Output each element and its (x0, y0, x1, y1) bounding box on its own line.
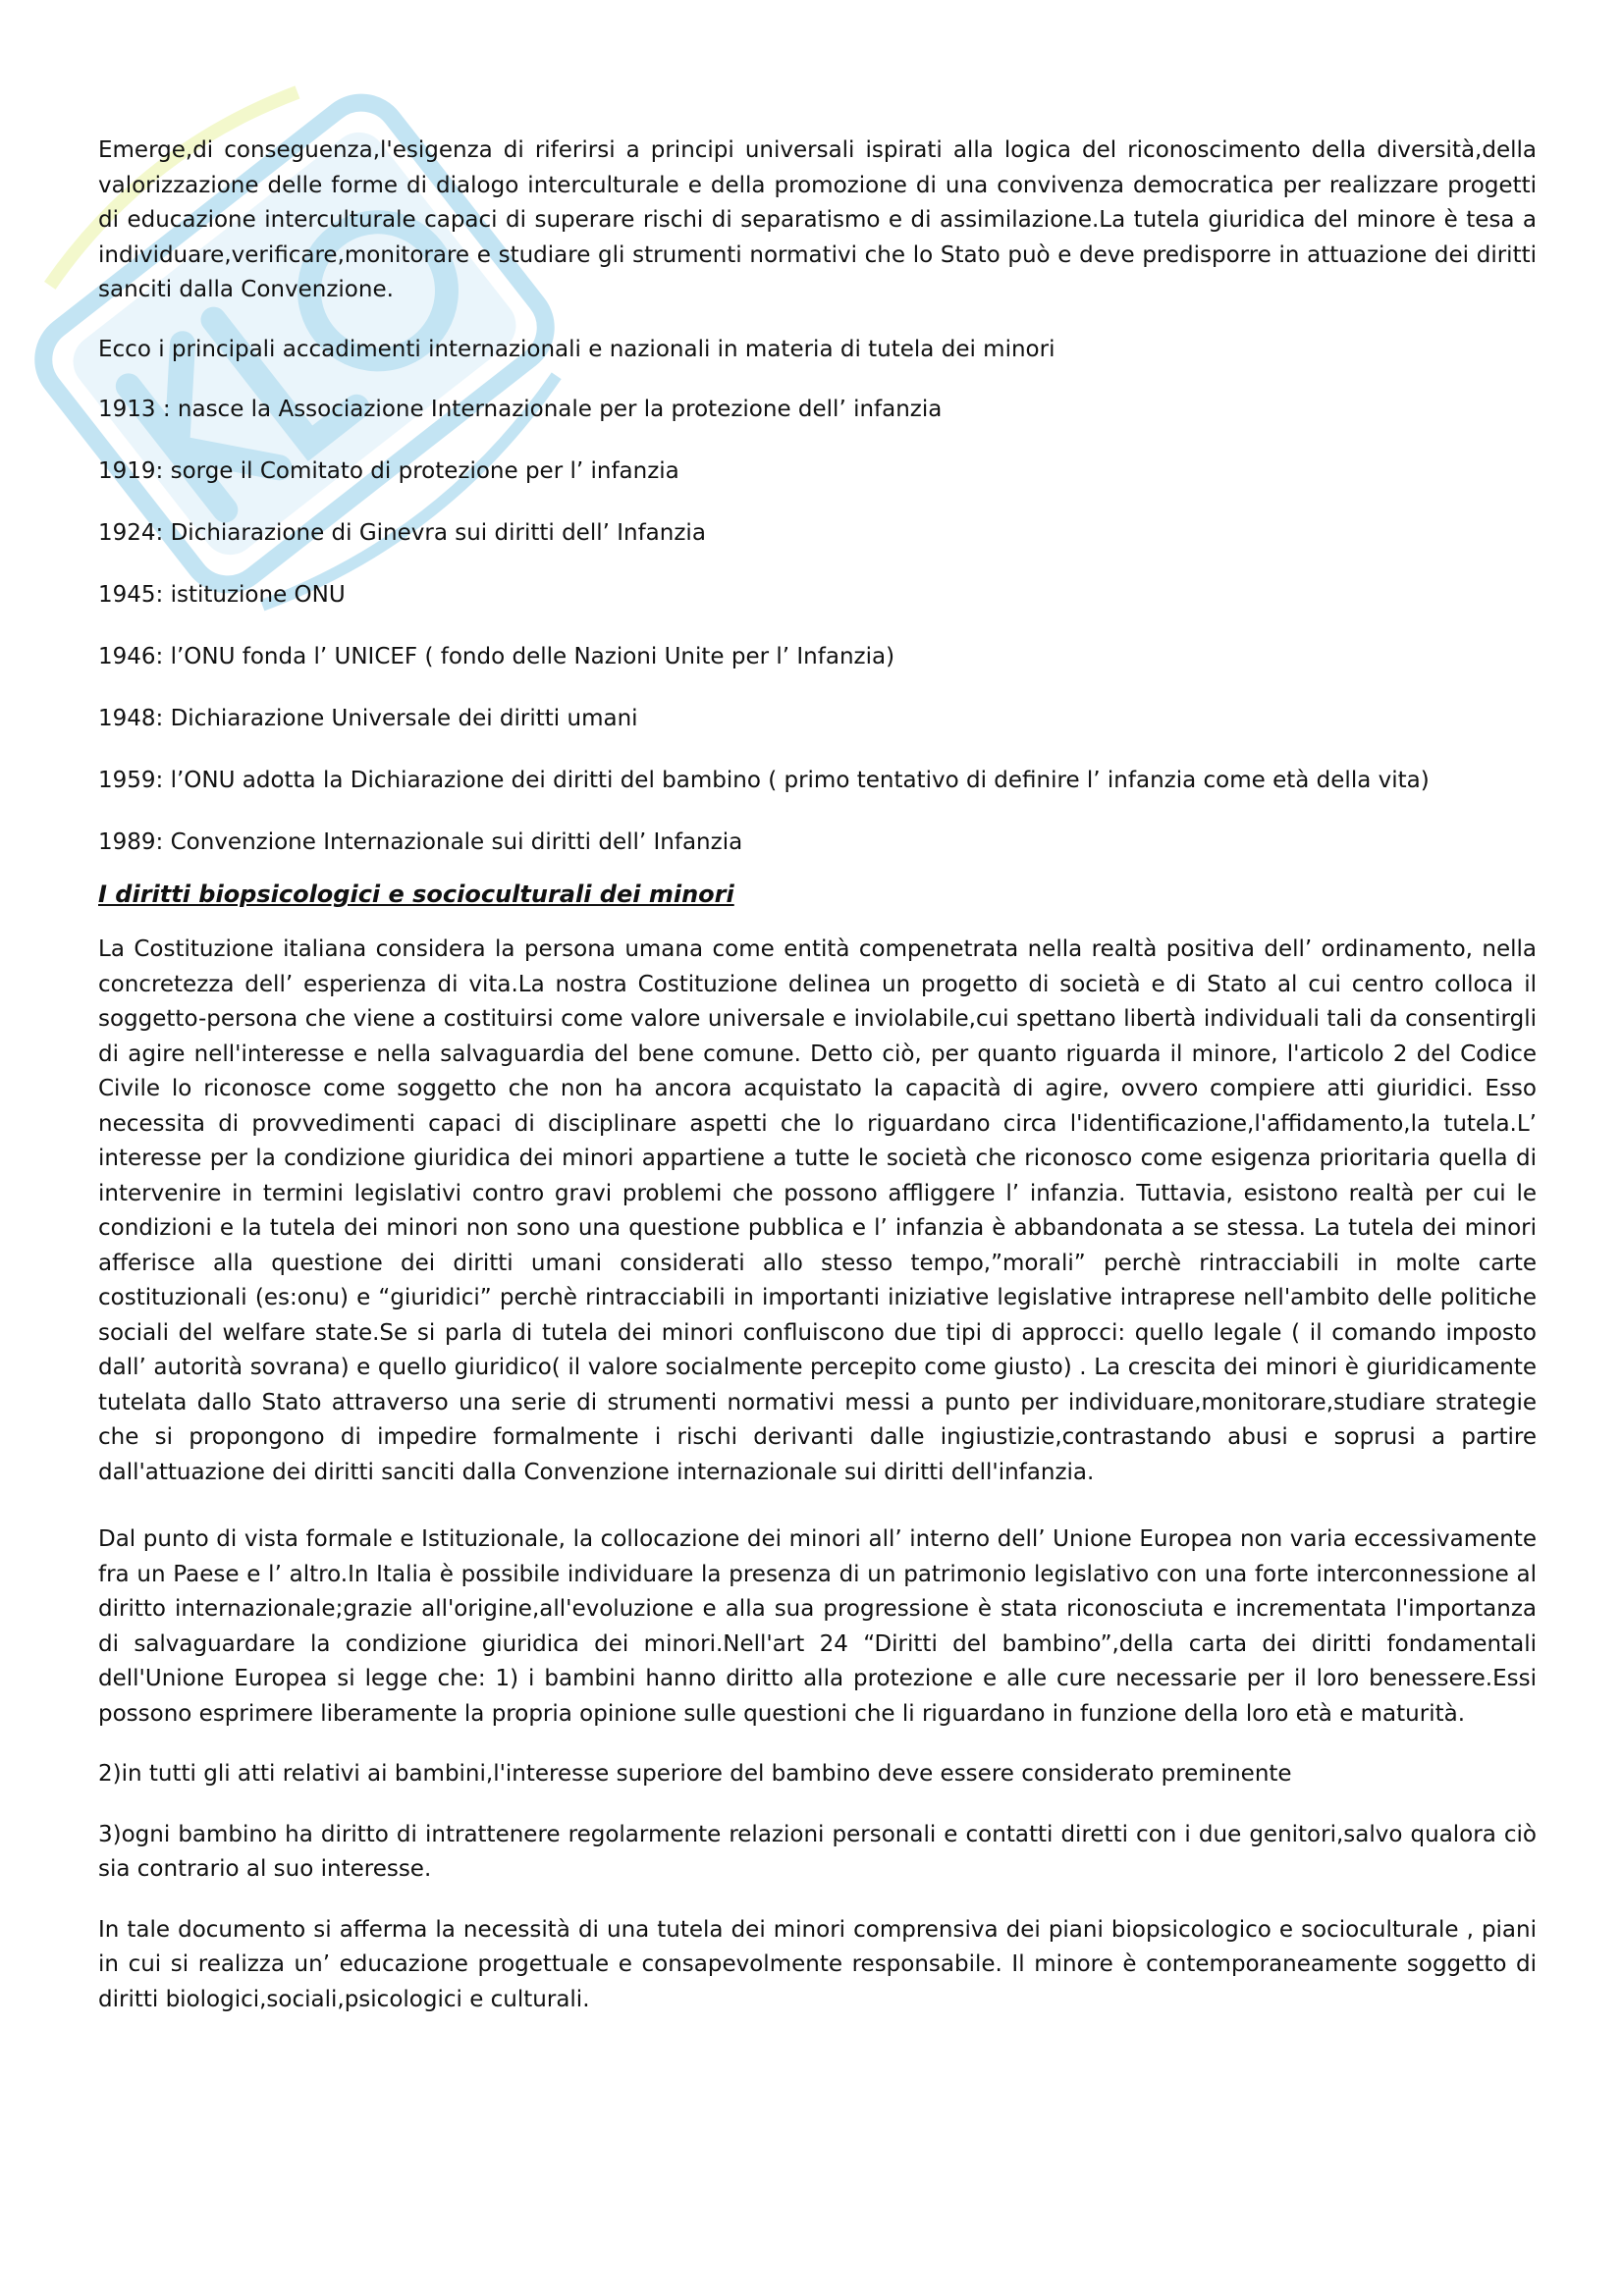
document-page (98, 133, 1537, 2017)
point-3-paragraph: 3)ogni bambino ha diritto di intrattenere regolarmente relazioni personali e contatti diretti con i due genitori,salvo qualora ciò sia contrario al suo interesse. (98, 1821, 1537, 1882)
intro-paragraph: Emerge,di conseguenza,l'esigenza di riferirsi a principi universali ispirati alla logica del riconoscimento della diversità,della valorizzazione delle forme di dialogo interculturale e della promozione di una convivenza democratica per realizzare progetti di educazione interculturale capaci di superare rischi di separatismo e di assimilazione.La tutela giuridica del minore è tesa a individuare,verificare,monitorare e studiare gli strumenti normativi che lo Stato può e deve predisporre in attuazione dei diritti sanciti dalla Convenzione. (98, 137, 1537, 302)
eu-paragraph: Dal punto di vista formale e Istituzionale, la collocazione dei minori all’ interno dell’ Unione Europea non varia eccessivamente fra un Paese e l’ altro.In Italia è possibile individuare la presenza di un patrimonio legislativo con una forte interconnessione al diritto internazionale;grazie all'origine,all'evoluzione e alla sua progressione è stata riconosciuta e incrementata l'importanza di salvaguardare la condizione giuridica dei minori.Nell'art 24 “Diritti del bambino”,della carta dei diritti fondamentali dell'Unione Europea si legge che: 1) i bambini hanno diritto alla protezione e alle cure necessarie per il loro benessere.Essi possono esprimere liberamente la propria opinione sulle questioni che li riguardano in funzione della loro età e maturità. (98, 1526, 1537, 1727)
timeline-item: 1989: Convenzione Internazionale sui diritti dell’ Infanzia (98, 829, 743, 855)
timeline-intro: Ecco i principali accadimenti internazionali e nazionali in materia di tutela dei minori (98, 336, 1055, 362)
timeline-list (98, 393, 1537, 861)
point-2-paragraph: 2)in tutti gli atti relativi ai bambini,l'interesse superiore del bambino deve essere considerato preminente (98, 1761, 1292, 1787)
closing-paragraph: In tale documento si afferma la necessità di una tutela dei minori comprensiva dei piani biopsicologico e socioculturale , piani in cui si realizza un’ educazione progettuale e consapevolmente responsabile. Il minore è contemporaneamente soggetto di diritti biologici,sociali,psicologici e culturali. (98, 1916, 1537, 2012)
section-paragraph: La Costituzione italiana considera la persona umana come entità compenetrata nella realtà positiva dell’ ordinamento, nella concretezza dell’ esperienza di vita.La nostra Costituzione delinea un progetto di società e di Stato al cui centro colloca il soggetto-persona che viene a costituirsi come valore universale e inviolabile,cui spettano libertà individuali tali da consentirgli di agire nell'interesse e nella salvaguardia del bene comune. Detto ciò, per quanto riguarda il minore, l'articolo 2 del Codice Civile lo riconosce come soggetto che non ha ancora acquistato la capacità di agire, ovvero compiere atti giuridici. Esso necessita di provvedimenti capaci di disciplinare aspetti che lo riguardano circa l'identificazione,l'affidamento,la tutela.L’ interesse per la condizione giuridica dei minori appartiene a tutte le società che riconosco come esigenza prioritaria quella di intervenire in termini legislativi contro gravi problemi che possono affliggere l’ infanzia. Tuttavia, esistono realtà per cui le condizioni e la tutela dei minori non sono una questione pubblica e l’ infanzia è abbandonata a se stessa. La tutela dei minori afferisce alla questione dei diritti umani considerati allo stesso tempo,”morali” perchè rintracciabili in molte carte costituzionali (es:onu) e “giuridici” perchè rintracciabili in importanti iniziative legislative intraprese nell'ambito delle politiche sociali del welfare state.Se si parla di tutela dei minori confluiscono due tipi di approcci: quello legale ( il comando imposto dall’ autorità sovrana) e quello giuridico( il valore socialmente percepito come giusto) . La crescita dei minori è giuridicamente tutelata dallo Stato attraverso una serie di strumenti normativi messi a punto per individuare,monitorare,studiare strategie che si propongono di impedire formalmente i rischi derivanti dalle ingiustizie,contrastando abusi e soprusi a partire dall'attuazione dei diritti sanciti dalla Convenzione internazionale sui diritti dell'infanzia. (98, 936, 1537, 1485)
timeline-item: 1919: sorge il Comitato di protezione per l’ infanzia (98, 458, 679, 484)
timeline-item: 1948: Dichiarazione Universale dei diritti umani (98, 706, 638, 731)
timeline-item: 1913 : nasce la Associazione Internazionale per la protezione dell’ infanzia (98, 397, 943, 422)
timeline-item: 1924: Dichiarazione di Ginevra sui diritti dell’ Infanzia (98, 520, 706, 546)
section-title: I diritti biopsicologici e socioculturali dei minori (98, 881, 734, 908)
timeline-item: 1945: istituzione ONU (98, 582, 346, 608)
timeline-item: 1946: l’ONU fonda l’ UNICEF ( fondo delle Nazioni Unite per l’ Infanzia) (98, 644, 895, 669)
timeline-item: 1959: l’ONU adotta la Dichiarazione dei diritti del bambino ( primo tentativo di definire l’ infanzia come età della vita) (98, 768, 1430, 793)
